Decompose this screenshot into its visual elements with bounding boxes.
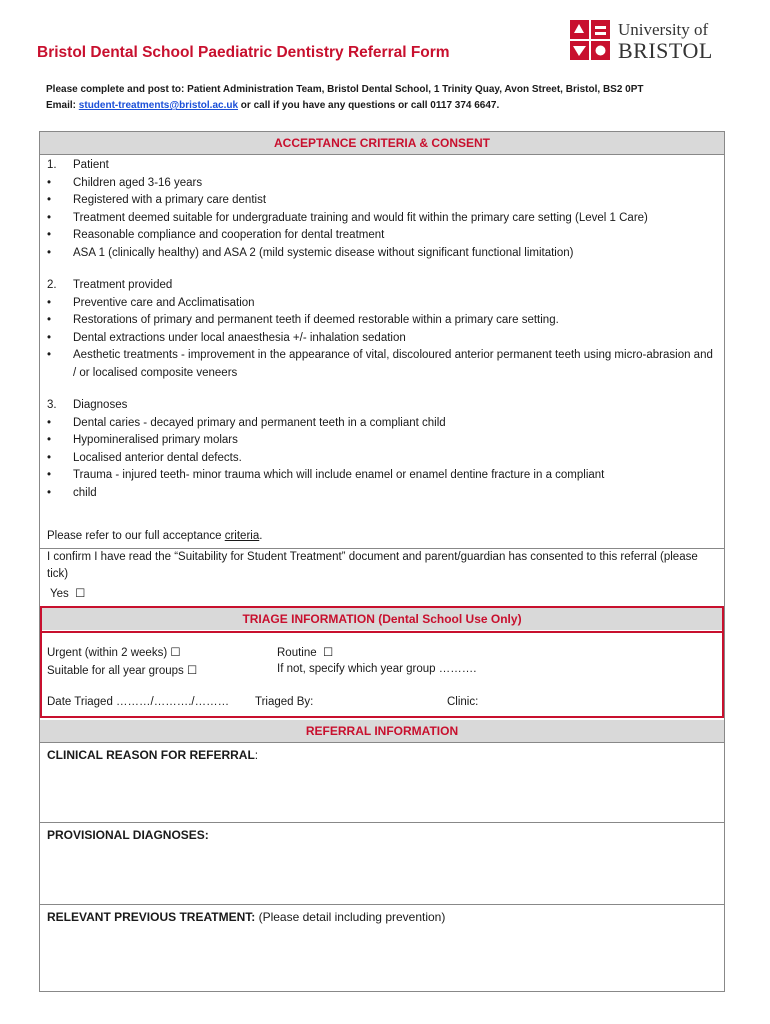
colon: :	[254, 748, 259, 762]
consent-yes[interactable]	[50, 586, 85, 600]
criteria-section-diagnoses	[47, 397, 713, 502]
triaged-by-field[interactable]: Triaged By:	[255, 696, 314, 708]
divider	[42, 631, 722, 633]
item-text: Dental extractions under local anaesthesia +/- inhalation sedation	[73, 331, 406, 344]
bullet-icon: •	[47, 416, 52, 429]
bullet-icon: •	[47, 486, 52, 499]
email-label: Email:	[46, 100, 79, 111]
checkbox-icon[interactable]: ☐	[323, 647, 334, 659]
list-item	[47, 450, 713, 468]
criteria-section-treatment	[47, 277, 713, 382]
section-title: Patient	[73, 159, 109, 171]
item-text: Preventive care and Acclimatisation	[73, 296, 255, 309]
item-text: Localised anterior dental defects.	[73, 451, 242, 464]
previous-treatment-text: RELEVANT PREVIOUS TREATMENT:	[47, 910, 256, 924]
previous-treatment-note: (Please detail including prevention)	[255, 910, 446, 924]
crest-icon	[568, 18, 612, 62]
bullet-icon: •	[47, 246, 52, 259]
list-item	[47, 245, 713, 263]
divider	[40, 154, 724, 155]
form-title: Bristol Dental School Paediatric Dentistry Referral Form	[37, 44, 450, 61]
consent-statement: I confirm I have read the “Suitability for Student Treatment” document and parent/guardian has consented to this referral (please tick)	[47, 551, 698, 580]
item-text: Treatment deemed suitable for undergraduate training and would fit within the primary care setting (Level 1 Care)	[73, 211, 648, 224]
item-text: Restorations of primary and permanent teeth if deemed restorable within a primary care setting.	[73, 314, 559, 326]
checkbox-icon[interactable]: ☐	[170, 647, 181, 659]
routine-label: Routine	[277, 647, 317, 659]
item-text: Dental caries - decayed primary and permanent teeth in a compliant child	[73, 416, 446, 429]
university-logo	[568, 18, 728, 64]
list-item	[47, 210, 713, 228]
list-item	[47, 432, 713, 450]
provisional-diagnoses-label: PROVISIONAL DIAGNOSES:	[47, 828, 209, 842]
item-text: Hypomineralised primary molars	[73, 434, 238, 446]
section-number: 1.	[47, 159, 57, 171]
list-item	[47, 175, 713, 193]
bullet-icon: •	[47, 314, 52, 326]
bullet-icon: •	[47, 211, 52, 224]
referral-heading: REFERRAL INFORMATION	[40, 720, 724, 742]
list-item	[47, 485, 713, 503]
divider	[40, 822, 724, 823]
postal-address: Please complete and post to: Patient Administration Team, Bristol Dental School, 1 Trinity Quay, Avon Street, Bristol, BS2 0PT	[46, 84, 644, 95]
suitable-label: Suitable for all year groups	[47, 665, 184, 677]
bullet-icon: •	[47, 469, 52, 481]
bullet-icon: •	[47, 331, 52, 344]
divider	[40, 742, 724, 743]
clinic-field[interactable]: Clinic:	[447, 696, 479, 708]
bullet-icon: •	[47, 229, 52, 241]
suitable-option[interactable]	[47, 663, 197, 677]
clinical-reason-label	[47, 748, 258, 762]
criteria-link[interactable]: criteria	[224, 530, 260, 542]
logo-university-of: University of	[618, 20, 709, 39]
list-item	[47, 295, 713, 313]
list-item	[47, 330, 713, 348]
refer-criteria-text	[47, 528, 713, 546]
item-text: Trauma - injured teeth- minor trauma which will include enamel or enamel dentine fracture in a compliant	[73, 469, 605, 481]
bullet-icon: •	[47, 194, 52, 206]
previous-treatment-label	[47, 910, 445, 924]
routine-option[interactable]	[277, 645, 333, 659]
triage-section	[40, 606, 724, 718]
bullet-icon: •	[47, 296, 52, 309]
yes-label: Yes	[50, 588, 69, 600]
acceptance-heading: ACCEPTANCE CRITERIA & CONSENT	[40, 132, 724, 154]
triage-heading: TRIAGE INFORMATION (Dental School Use Only)	[42, 608, 722, 630]
bullet-icon: •	[47, 349, 52, 361]
referral-form	[39, 131, 725, 992]
list-item	[47, 415, 713, 433]
list-item	[47, 192, 713, 210]
item-text: ASA 1 (clinically healthy) and ASA 2 (mild systemic disease without significant functional limitation)	[73, 246, 574, 259]
item-text: Children aged 3-16 years	[73, 176, 203, 189]
urgent-option[interactable]	[47, 645, 181, 659]
item-text: Reasonable compliance and cooperation for dental treatment	[73, 229, 385, 241]
email-link[interactable]: student-treatments@bristol.ac.uk	[78, 100, 239, 111]
urgent-label: Urgent (within 2 weeks)	[47, 647, 168, 659]
list-item	[47, 312, 713, 330]
refer-text: Please refer to our full acceptance	[47, 530, 225, 542]
section-number: 2.	[47, 279, 57, 291]
year-group-field[interactable]: If not, specify which year group ……….	[277, 663, 477, 675]
bullet-icon: •	[47, 176, 52, 189]
list-item	[47, 467, 713, 485]
logo-bristol: BRISTOL	[618, 38, 713, 63]
list-item	[47, 227, 713, 245]
item-text: child	[73, 486, 97, 499]
refer-end: .	[259, 530, 263, 542]
item-text: Registered with a primary care dentist	[73, 194, 267, 206]
contact-line	[46, 98, 644, 114]
phone-text: or call if you have any questions or call 0117 374 6647.	[238, 100, 500, 111]
section-title: Treatment provided	[73, 279, 173, 291]
bullet-icon: •	[47, 434, 52, 446]
criteria-section-patient	[47, 157, 713, 262]
list-item	[47, 347, 713, 382]
divider	[40, 904, 724, 905]
section-number: 3.	[47, 399, 57, 411]
item-text: Aesthetic treatments - improvement in the appearance of vital, discoloured anterior permanent teeth using micro-abrasion and / or localised composite veneers	[73, 349, 713, 379]
clinical-reason-text: CLINICAL REASON FOR REFERRAL	[47, 748, 255, 762]
checkbox-icon[interactable]: ☐	[187, 665, 198, 677]
intro-text	[46, 82, 644, 114]
section-title: Diagnoses	[73, 399, 128, 411]
date-triaged-field[interactable]: Date Triaged ………/………./………	[47, 696, 230, 708]
acceptance-criteria	[47, 157, 713, 502]
bullet-icon: •	[47, 451, 52, 464]
checkbox-icon[interactable]: ☐	[75, 588, 86, 600]
